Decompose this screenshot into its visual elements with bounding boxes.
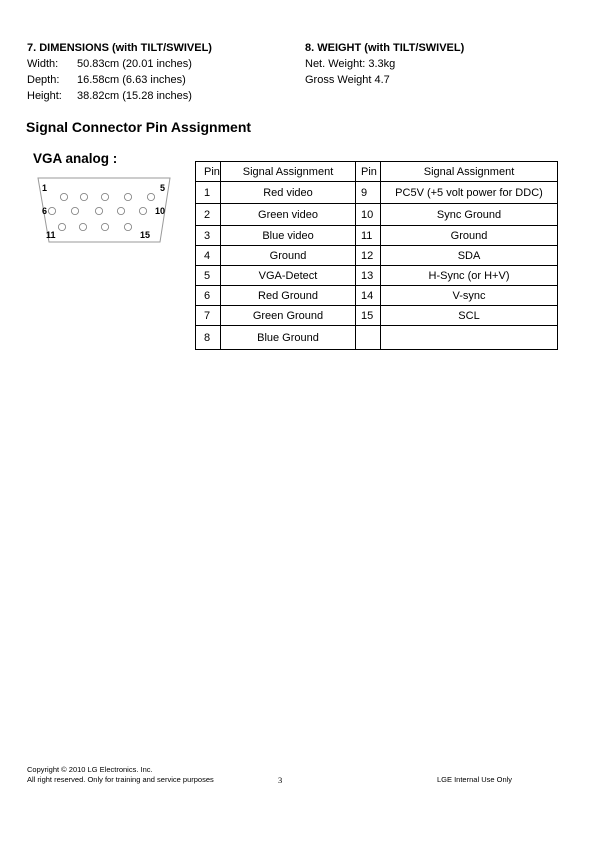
pin-assignment-table [195, 161, 558, 350]
table-row [196, 326, 558, 350]
signal-name: Green video [221, 204, 356, 226]
pin-hole [147, 193, 154, 200]
pin-hole [117, 207, 124, 214]
pin-number: 10 [356, 204, 381, 226]
footer-rights: All right reserved. Only for training and service purposes [27, 775, 214, 784]
table-row [196, 306, 558, 326]
pin-hole [58, 223, 65, 230]
pin-number [356, 326, 381, 350]
pin-number: 9 [356, 182, 381, 204]
pin-hole [101, 193, 108, 200]
dimension-label: Depth: [27, 74, 60, 86]
signal-name: SDA [381, 246, 558, 266]
pin-hole [101, 223, 108, 230]
pin-number: 4 [196, 246, 221, 266]
footer-internal: LGE Internal Use Only [437, 775, 513, 784]
dimension-value: 16.58cm (6.63 inches) [77, 74, 186, 86]
pin-hole [124, 223, 131, 230]
dimension-label: Width: [27, 58, 59, 70]
pin-number: 8 [196, 326, 221, 350]
pin-number: 12 [356, 246, 381, 266]
signal-name: Blue Ground [221, 326, 356, 350]
signal-name: Green Ground [221, 306, 356, 326]
dimension-row-depth [27, 72, 192, 88]
pin-number: 13 [356, 266, 381, 286]
pin-label-6: 6 [42, 206, 48, 216]
pin-number: 14 [356, 286, 381, 306]
pin-number: 15 [356, 306, 381, 326]
connector-shell [38, 178, 170, 242]
pin-number: 1 [196, 182, 221, 204]
page-number: 3 [278, 775, 283, 785]
gross-weight: Gross Weight 4.7 [305, 74, 390, 86]
table-header-row [196, 162, 558, 182]
header-pin: Pin [196, 162, 221, 182]
dimension-row-height [27, 88, 192, 104]
pin-label-11: 11 [46, 230, 56, 240]
footer-copyright: Copyright © 2010 LG Electronics. Inc. [27, 765, 153, 774]
signal-name: VGA-Detect [221, 266, 356, 286]
signal-name: Sync Ground [381, 204, 558, 226]
pin-number: 6 [196, 286, 221, 306]
pin-number: 11 [356, 226, 381, 246]
pin-hole [48, 207, 55, 214]
vga-connector-diagram [32, 173, 177, 246]
signal-name: Ground [221, 246, 356, 266]
signal-name: Red Ground [221, 286, 356, 306]
pin-label-1: 1 [42, 183, 48, 193]
weight-heading: 8. WEIGHT (with TILT/SWIVEL) [305, 42, 465, 54]
signal-name: Red video [221, 182, 356, 204]
dimension-row-width [27, 56, 192, 72]
pin-hole [139, 207, 146, 214]
pin-label-5: 5 [160, 183, 166, 193]
pin-hole [60, 193, 67, 200]
pin-hole [80, 193, 87, 200]
pin-label-10: 10 [155, 206, 166, 216]
dimension-value: 38.82cm (15.28 inches) [77, 90, 192, 102]
signal-name: Ground [381, 226, 558, 246]
signal-name [381, 326, 558, 350]
weight-list [305, 56, 395, 88]
table-row [196, 226, 558, 246]
signal-section-title: Signal Connector Pin Assignment [26, 119, 252, 135]
pin-number: 2 [196, 204, 221, 226]
table-row [196, 246, 558, 266]
signal-name: Blue video [221, 226, 356, 246]
header-signal: Signal Assignment [381, 162, 558, 182]
pin-label-15: 15 [140, 230, 151, 240]
connector-pins [48, 193, 154, 230]
vga-title: VGA analog : [33, 151, 118, 166]
signal-name: PC5V (+5 volt power for DDC) [381, 182, 558, 204]
dimensions-list [27, 56, 192, 104]
pin-hole [95, 207, 102, 214]
header-pin: Pin [356, 162, 381, 182]
table-row [196, 266, 558, 286]
dimension-value: 50.83cm (20.01 inches) [77, 58, 192, 70]
table-row [196, 286, 558, 306]
pin-number: 3 [196, 226, 221, 246]
signal-name: SCL [381, 306, 558, 326]
signal-name: H-Sync (or H+V) [381, 266, 558, 286]
pin-number: 5 [196, 266, 221, 286]
pin-hole [124, 193, 131, 200]
pin-hole [79, 223, 86, 230]
signal-name: V-sync [381, 286, 558, 306]
pin-hole [71, 207, 78, 214]
header-signal: Signal Assignment [221, 162, 356, 182]
table-row [196, 182, 558, 204]
pin-number: 7 [196, 306, 221, 326]
dimensions-heading: 7. DIMENSIONS (with TILT/SWIVEL) [27, 42, 212, 54]
dimension-label: Height: [27, 90, 62, 102]
table-row [196, 204, 558, 226]
net-weight: Net. Weight: 3.3kg [305, 58, 396, 70]
